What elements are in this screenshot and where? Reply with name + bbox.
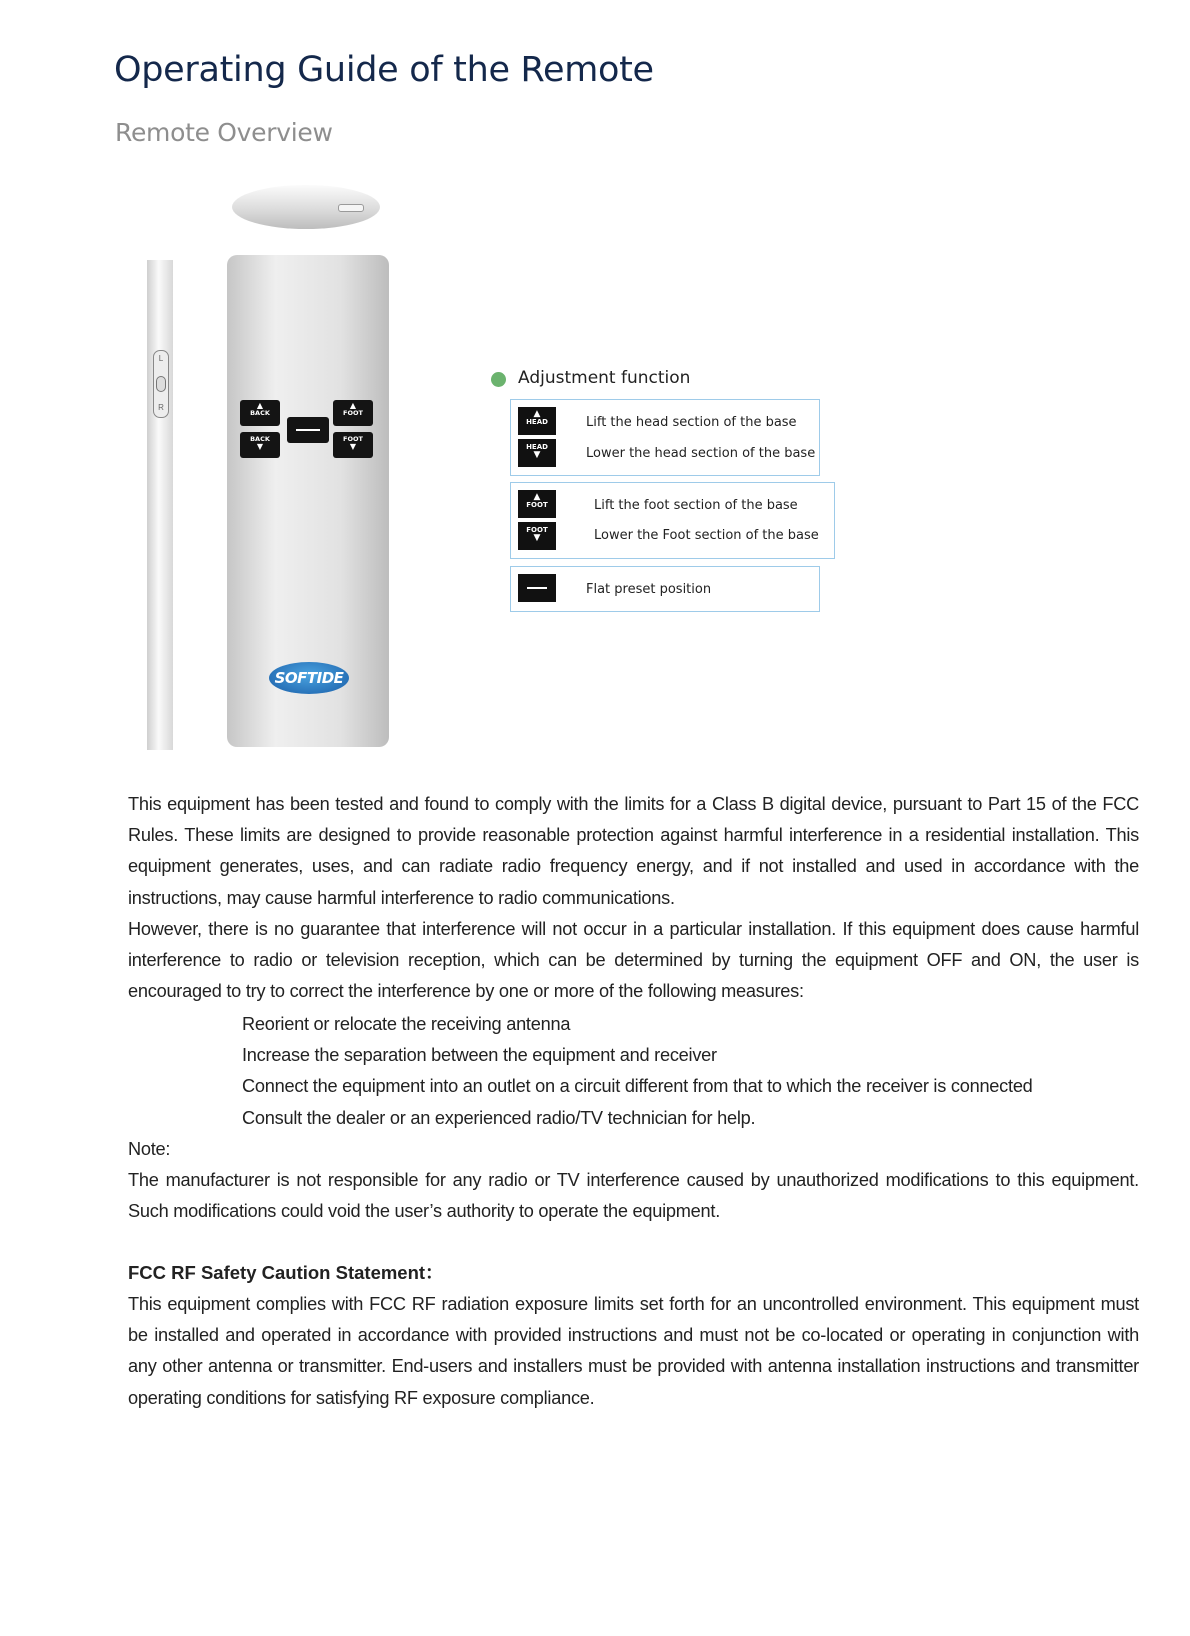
note-label: Note: <box>128 1139 171 1159</box>
lr-switch <box>153 350 169 418</box>
flat-button <box>287 417 329 443</box>
paragraph-2: However, there is no guarantee that interference will not occur in a particular installation. If this equipment does cause harmful interference to radio or television reception, which can be determined by turning the equipment OFF and ON, the user is encouraged to try to correct the interference by one or more of the following measures: <box>128 918 1139 1002</box>
legend-item-text: Lower the head section of the base <box>586 446 816 461</box>
page-title: Operating Guide of the Remote <box>114 50 654 90</box>
remote-side-view <box>147 260 173 750</box>
foot-up-icon: ▲ FOOT <box>518 490 556 518</box>
foot-down-label: FOOT <box>343 435 363 443</box>
legend-group-foot <box>510 482 835 559</box>
legend-group-head <box>510 399 820 476</box>
note-block <box>128 1134 1139 1228</box>
arrow-up-icon: ▲ <box>349 401 357 410</box>
note-text: The manufacturer is not responsible for any radio or TV interference caused by unauthorized modifications to this equipment. Such modifications could void the user’s authority to operate the equipment. <box>128 1170 1139 1222</box>
foot-up-button <box>333 400 373 426</box>
green-dot-icon <box>491 372 506 387</box>
paragraph-1: This equipment has been tested and found to comply with the limits for a Class B digital device, pursuant to Part 15 of the FCC Rules. These limits are designed to provide reasonable protection against harmful interference in a residential installation. This equipment generates, uses, and can radiate radio frequency energy, and if not installed and used in accordance with the instructions, may cause harmful interference to radio communications. <box>128 794 1139 908</box>
legend-title: Adjustment function <box>518 368 691 388</box>
softide-logo: SOFTIDE <box>269 662 349 694</box>
arrow-up-icon: ▲ <box>256 401 264 410</box>
foot-down-button <box>333 432 373 458</box>
foot-up-label: FOOT <box>343 409 363 417</box>
switch-knob <box>156 376 166 392</box>
switch-label-l: L <box>158 354 164 363</box>
rf-text: This equipment complies with FCC RF radiation exposure limits set forth for an uncontrolled environment. This equipment must be installed and operated in accordance with provided instructions and must not be co-located or operating in conjunction with any other antenna or transmitter. End-users and installers must be provided with antenna installation instructions and transmitter operating conditions for satisfying RF exposure compliance. <box>128 1294 1139 1408</box>
back-up-label: BACK <box>250 409 270 417</box>
flat-icon <box>518 574 556 602</box>
arrow-down-icon: ▼ <box>256 441 264 451</box>
legend-item-text: Lift the head section of the base <box>586 415 797 430</box>
list-item: Increase the separation between the equipment and receiver <box>242 1045 717 1066</box>
switch-label-r: R <box>158 403 164 412</box>
back-down-label: BACK <box>250 435 270 443</box>
foot-down-icon: FOOT ▼ <box>518 522 556 550</box>
page-subtitle: Remote Overview <box>115 118 333 147</box>
rf-heading: FCC RF Safety Caution Statement： <box>128 1262 444 1283</box>
legend-item-text: Flat preset position <box>586 582 712 597</box>
paragraph-compliance <box>128 789 1139 1007</box>
list-item: Reorient or relocate the receiving antenna <box>242 1014 571 1034</box>
head-down-icon: HEAD ▼ <box>518 439 556 467</box>
back-up-button <box>240 400 280 426</box>
remote-top-view <box>232 185 380 229</box>
legend-item-text: Lift the foot section of the base <box>594 498 798 513</box>
legend-item-text: Lower the Foot section of the base <box>594 528 819 543</box>
list-item: Consult the dealer or an experienced radio/TV technician for help. <box>242 1107 756 1128</box>
list-item: Connect the equipment into an outlet on a circuit different from that to which the receiver is connected <box>242 1076 1033 1097</box>
remote-slot <box>338 204 364 212</box>
rf-statement <box>128 1289 1139 1414</box>
measures-list <box>242 1009 1033 1134</box>
back-down-button <box>240 432 280 458</box>
head-up-icon: ▲ HEAD <box>518 407 556 435</box>
arrow-down-icon: ▼ <box>349 441 357 451</box>
